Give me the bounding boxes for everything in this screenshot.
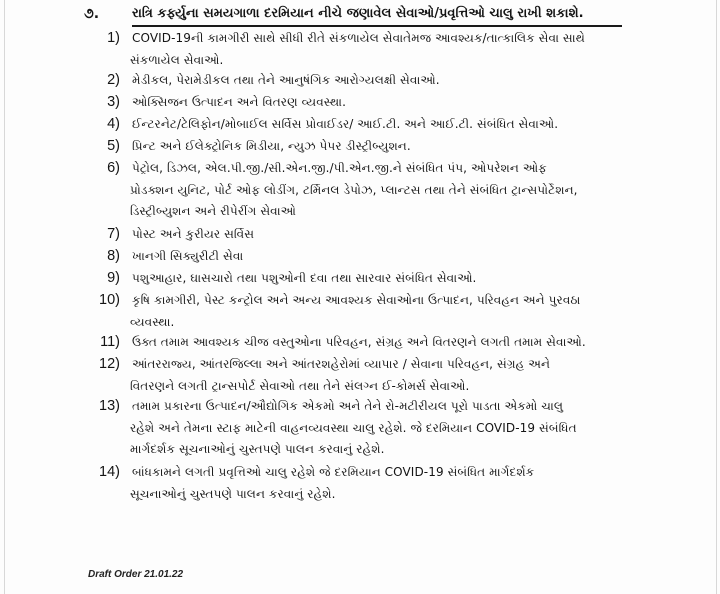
list-item-text-line: ડિસ્ટ્રીબ્યુશન અને રીપેરીંગ સેવાઓ: [130, 204, 297, 218]
list-item-text-line: પ્રોડક્શન યુનિટ, પોર્ટ ઓફ લોડીંગ, ટર્મિનલ ડેપોઝ, પ્લાન્ટસ તથા તેને સંબંધિત ટ્રાન્સપોર્ટેશન,: [130, 182, 578, 197]
list-item-text-line: ઉક્ત તમામ આવશ્યક ચીજ વસ્તુઓના પરિવહન, સંગ્રહ અને વિતરણને લગતી તમામ સેવાઓ.: [132, 335, 586, 349]
list-item-text-line: ખાનગી સિક્યુરીટી સેવા: [132, 249, 244, 263]
list-item-number: 6): [107, 160, 120, 176]
list-item-number: 12): [99, 356, 120, 372]
list-item-number: 1): [107, 30, 120, 46]
list-item-number: 4): [107, 116, 120, 132]
page-edge-right: [716, 0, 717, 594]
list-item-text-line: પોસ્ટ અને કુરીયર સર્વિસ: [132, 227, 255, 241]
list-item-text-line: બાંધકામને લગતી પ્રવૃત્તિઓ ચાલુ રહેશે જે દરમિયાન COVID-19 સંબંધિત માર્ગદર્શક: [132, 465, 535, 479]
draft-order-label: Draft Order 21.01.22: [88, 569, 184, 580]
section-heading: [0, 5, 720, 25]
list-item-number: 11): [100, 334, 120, 350]
list-item-number: 9): [107, 270, 120, 286]
list-item-number: 13): [99, 398, 120, 414]
list-item-text-line: કૃષિ કામગીરી, પેસ્ટ કન્ટ્રોલ અને અન્ય આવશ્યક સેવાઓના ઉત્પાદન, પરિવહન અને પુરવઠા: [132, 293, 581, 307]
list-item-number: 3): [107, 94, 120, 110]
list-item-text-line: મેડીકલ, પેરામેડીકલ તથા તેને આનુષંગિક આરોગ્યલક્ષી સેવાઓ.: [132, 73, 440, 87]
list-item-text-line: રહેશે અને તેમના સ્ટાફ માટેની વાહનવ્યવસ્થા ચાલુ રહેશે. જે દરમિયાન COVID-19 સંબંધિત: [130, 420, 577, 435]
list-item-number: 8): [107, 248, 120, 264]
list-item-text-line: સંકળાયેલ સેવાઓ.: [130, 52, 224, 67]
list-item-text-line: સૂચનાઓનું ચુસ્તપણે પાલન કરવાનું રહેશે.: [130, 486, 336, 501]
list-item-number: 14): [99, 464, 120, 480]
list-item-text-line: પ્રિન્ટ અને ઈલેક્ટ્રોનિક મિડીયા, ન્યુઝ પેપર ડીસ્ટ્રીબ્યુશન.: [132, 139, 411, 153]
list-item-number: 10): [99, 292, 120, 308]
list-item-text-line: ઓક્સિજન ઉત્પાદન અને વિતરણ વ્યવસ્થા.: [132, 95, 346, 109]
list-item-text-line: ઈન્ટરનેટ/ટેલિફોન/મોબાઈલ સર્વિસ પ્રોવાઈડર/ આઈ.ટી. અને આઈ.ટી. સંબંધિત સેવાઓ.: [132, 117, 559, 131]
list-item-text-line: વિતરણને લગતી ટ્રાન્સપોર્ટ સેવાઓ તથા તેને સંલગ્ન ઈ-કોમર્સ સેવાઓ.: [130, 378, 470, 393]
list-item-text-line: આંતરરાજ્ય, આંતરજિલ્લા અને આંતરશહેરોમાં વ્યાપાર / સેવાના પરિવહન, સંગ્રહ અને: [132, 357, 551, 371]
list-item-number: 5): [107, 138, 120, 154]
list-item-number: 2): [107, 72, 120, 88]
list-item-text-line: વ્યવસ્થા.: [130, 314, 175, 329]
page-edge-left: [4, 0, 5, 594]
list-item-text-line: COVID-19ની કામગીરી સાથે સીધી રીતે સંકળાયેલ સેવાતેમજ આવશ્યક/તાત્કાલિક સેવા સાથે: [132, 31, 585, 45]
list-item-text-line: પેટ્રોલ, ડિઝલ, એલ.પી.જી./સી.એન.જી./પી.એન.જી.ને સંબંધિત પંપ, ઓપરેશન ઓફ: [132, 161, 547, 175]
list-item-text-line: પશુઆહાર, ઘાસચારો તથા પશુઓની દવા તથા સારવાર સંબંધિત સેવાઓ.: [132, 271, 477, 285]
list-item-text-line: માર્ગદર્શક સૂચનાઓનું ચુસ્તપણે પાલન કરવાનું રહેશે.: [130, 442, 385, 456]
list-item-number: 7): [107, 226, 120, 242]
list-item-text-line: તમામ પ્રકારના ઉત્પાદન/ઔદ્યોગિક એકમો અને તેને રો-મટીરીયલ પૂરો પાડતા એકમો ચાલુ: [132, 399, 564, 413]
section-title: રાત્રિ કર્ફ્યુના સમયગાળા દરમિયાન નીચે જણાવેલ સેવાઓ/પ્રવૃત્તિઓ ચાલુ રાખી શકાશે.: [132, 6, 584, 21]
title-underline: [132, 25, 622, 27]
section-number: ૭.: [84, 6, 100, 22]
